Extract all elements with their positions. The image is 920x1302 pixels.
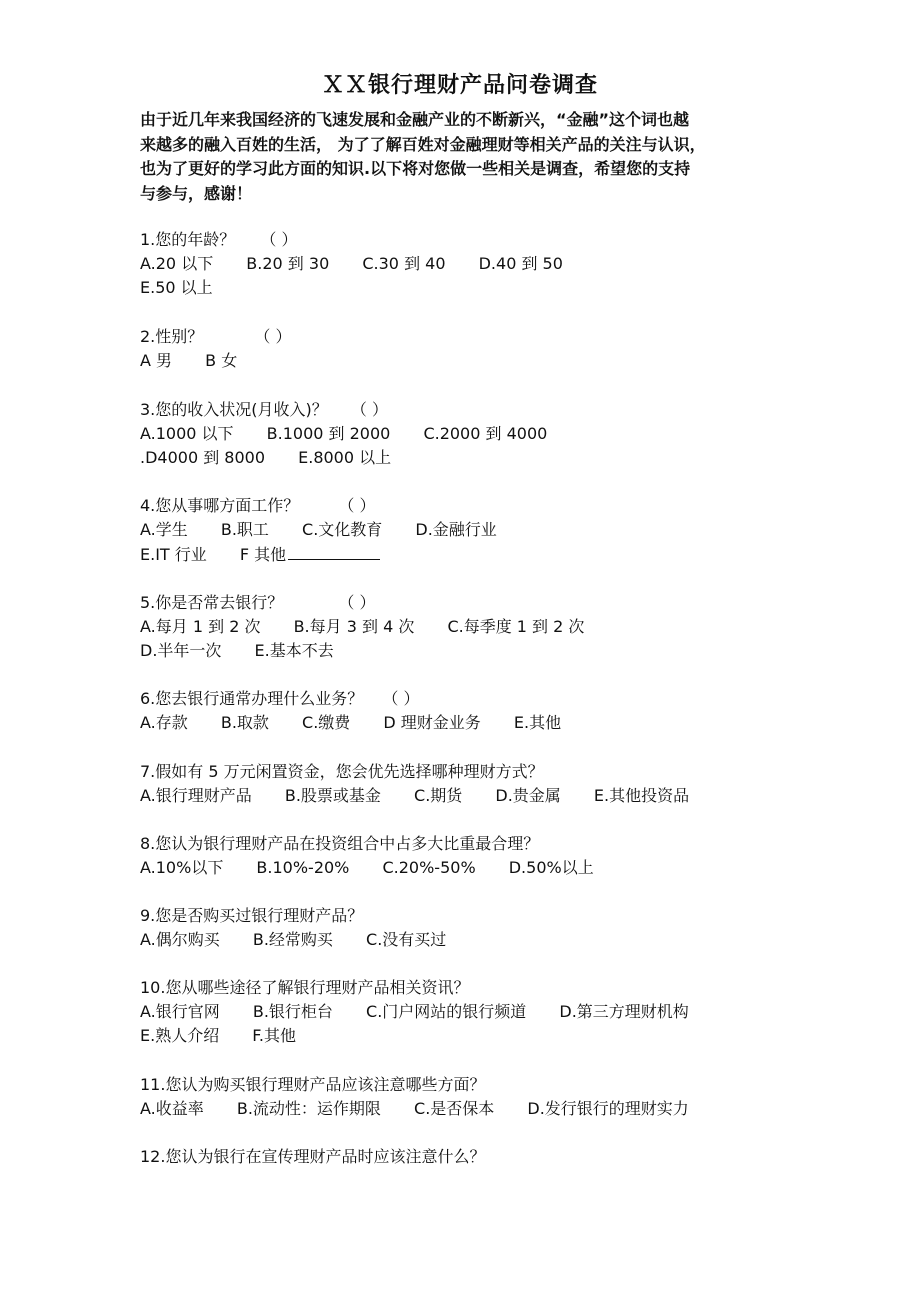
option-b[interactable]: B.20 到 30 — [246, 254, 330, 273]
answer-bracket[interactable]: （ ） — [338, 593, 376, 612]
question-5 — [140, 591, 840, 663]
option-a[interactable]: A.20 以下 — [140, 254, 214, 273]
question-text: 3.您的收入状况(月收入)？ — [140, 400, 328, 419]
option-c[interactable]: C.每季度 1 到 2 次 — [447, 617, 585, 636]
option-a[interactable]: A.存款 — [140, 713, 188, 732]
option-d[interactable]: D 理财金业务 — [383, 713, 481, 732]
question-4 — [140, 494, 840, 566]
question-7 — [140, 760, 840, 808]
option-c[interactable]: C.是否保本 — [414, 1099, 495, 1118]
option-c[interactable]: C.20%-50% — [382, 858, 476, 877]
option-c[interactable]: C.30 到 40 — [362, 254, 446, 273]
answer-bracket[interactable]: （ ） — [338, 496, 376, 515]
question-9 — [140, 904, 840, 952]
question-text: 10.您从哪些途径了解银行理财产品相关资讯？ — [140, 978, 470, 997]
option-e[interactable]: E.IT 行业 — [140, 545, 207, 564]
option-a[interactable]: A.10%以下 — [140, 858, 224, 877]
option-b[interactable]: B.10%-20% — [256, 858, 350, 877]
question-1 — [140, 228, 840, 300]
option-e[interactable]: E.基本不去 — [254, 641, 334, 660]
option-a[interactable]: A.收益率 — [140, 1099, 204, 1118]
option-e[interactable]: E.50 以上 — [140, 278, 213, 297]
question-text: 1.您的年龄？ — [140, 230, 236, 249]
option-b[interactable]: B.经常购买 — [252, 930, 333, 949]
answer-bracket[interactable]: （ ） — [254, 327, 292, 346]
option-e[interactable]: E.其他 — [513, 713, 562, 732]
option-b[interactable]: B.股票或基金 — [284, 786, 381, 805]
option-a[interactable]: A.学生 — [140, 520, 188, 539]
option-e[interactable]: E.熟人介绍 — [140, 1026, 220, 1045]
option-a[interactable]: A.银行官网 — [140, 1002, 220, 1021]
option-b[interactable]: B 女 — [205, 351, 238, 370]
option-a[interactable]: A.偶尔购买 — [140, 930, 220, 949]
answer-bracket[interactable]: （ ） — [382, 689, 420, 708]
option-c[interactable]: C.门户网站的银行频道 — [366, 1002, 527, 1021]
option-b[interactable]: B.流动性：运作期限 — [236, 1099, 381, 1118]
question-12 — [140, 1145, 840, 1169]
question-8 — [140, 832, 840, 880]
question-2 — [140, 325, 840, 373]
option-e[interactable]: E.8000 以上 — [298, 448, 392, 467]
question-10 — [140, 976, 840, 1048]
option-b[interactable]: B.每月 3 到 4 次 — [293, 617, 415, 636]
intro-line: 与参与，感谢！ — [140, 183, 253, 203]
option-b[interactable]: B.取款 — [220, 713, 269, 732]
other-fill-in-blank[interactable] — [288, 542, 380, 560]
intro-line: 也为了更好的学习此方面的知识.以下将对您做一些相关是调查，希望您的支持 — [140, 159, 691, 178]
option-d[interactable]: D.发行银行的理财实力 — [527, 1099, 689, 1118]
question-text: 5.你是否常去银行？ — [140, 593, 284, 612]
option-a[interactable]: A.每月 1 到 2 次 — [140, 617, 261, 636]
answer-bracket[interactable]: （ ） — [350, 400, 388, 419]
option-d[interactable]: D.金融行业 — [415, 520, 497, 539]
question-text: 9.您是否购买过银行理财产品？ — [140, 906, 364, 925]
option-d[interactable]: D.半年一次 — [140, 641, 222, 660]
question-3 — [140, 398, 840, 470]
question-6 — [140, 687, 840, 735]
option-a[interactable]: A.银行理财产品 — [140, 786, 252, 805]
intro-paragraph — [140, 108, 790, 206]
question-text: 7.假如有 5 万元闲置资金，您会优先选择哪种理财方式？ — [140, 762, 544, 781]
option-d[interactable]: D.第三方理财机构 — [559, 1002, 689, 1021]
question-text: 2.性别？ — [140, 327, 204, 346]
option-c[interactable]: C.2000 到 4000 — [423, 424, 548, 443]
option-d[interactable]: D.贵金属 — [495, 786, 561, 805]
option-c[interactable]: C.文化教育 — [302, 520, 383, 539]
intro-line: 由于近几年来我国经济的飞速发展和金融产业的不断新兴，“金融”这个词也越 — [140, 110, 690, 129]
option-f-label: F 其他 — [239, 545, 287, 564]
option-b[interactable]: B.职工 — [220, 520, 269, 539]
option-b[interactable]: B.银行柜台 — [252, 1002, 333, 1021]
question-text: 12.您认为银行在宣传理财产品时应该注意什么？ — [140, 1147, 486, 1166]
option-d[interactable]: D.50%以上 — [508, 858, 594, 877]
intro-line: 来越多的融入百姓的生活， 为了了解百姓对金融理财等相关产品的关注与认识， — [140, 134, 706, 154]
question-11 — [140, 1073, 840, 1121]
option-c[interactable]: C.期货 — [414, 786, 463, 805]
question-text: 11.您认为购买银行理财产品应该注意哪些方面？ — [140, 1075, 486, 1094]
question-text: 6.您去银行通常办理什么业务？ — [140, 689, 364, 708]
option-f[interactable]: F.其他 — [252, 1026, 297, 1045]
option-f[interactable] — [240, 542, 380, 567]
option-c[interactable]: C.缴费 — [302, 713, 351, 732]
option-a[interactable]: A.1000 以下 — [140, 424, 234, 443]
answer-bracket[interactable]: （ ） — [260, 230, 298, 249]
option-d[interactable]: .D4000 到 8000 — [140, 448, 266, 467]
option-b[interactable]: B.1000 到 2000 — [266, 424, 391, 443]
option-e[interactable]: E.其他投资品 — [593, 786, 690, 805]
option-c[interactable]: C.没有买过 — [366, 930, 447, 949]
question-text: 8.您认为银行理财产品在投资组合中占多大比重最合理？ — [140, 834, 540, 853]
question-text: 4.您从事哪方面工作？ — [140, 496, 300, 515]
option-d[interactable]: D.40 到 50 — [478, 254, 563, 273]
option-a[interactable]: A 男 — [140, 351, 173, 370]
page-title: ＸＸ银行理财产品问卷调查 — [321, 73, 598, 98]
